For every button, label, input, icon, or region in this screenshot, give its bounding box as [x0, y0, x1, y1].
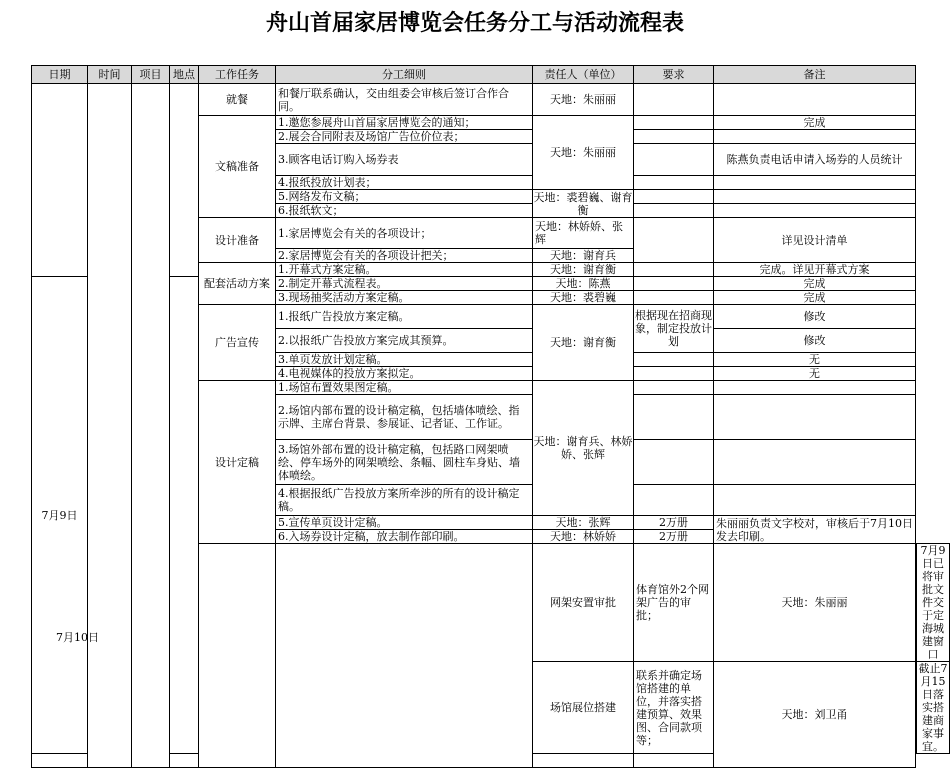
date-cell: 7月9日: [32, 277, 88, 754]
note-cell: [634, 754, 714, 768]
detail-cell: [170, 754, 199, 768]
requirement-cell: [634, 291, 714, 305]
note-cell: 完成: [714, 291, 916, 305]
note-cell: 无: [714, 353, 916, 367]
requirement-cell: [634, 395, 714, 440]
note-cell: [714, 176, 916, 190]
detail-cell: 1.报纸广告投放方案定稿。: [276, 305, 533, 329]
requirement-cell: [634, 84, 714, 116]
detail-cell: 3.顾客电话订购入场券表: [276, 144, 533, 176]
detail-cell: 3.现场抽奖活动方案定稿。: [276, 291, 533, 305]
person-cell: 天地：林娇娇: [533, 530, 634, 544]
task-cell: 就餐: [199, 84, 276, 116]
person-cell: 天地：朱丽丽: [533, 84, 634, 116]
task-cell: 配套活动方案: [199, 263, 276, 305]
person-cell: 天地：谢育兵、林娇娇、张辉: [533, 381, 634, 516]
detail-cell: 1.开幕式方案定稿。: [276, 263, 533, 277]
header-location: 地点: [170, 66, 199, 84]
table-row: [32, 277, 950, 291]
detail-cell: 体育馆外2个网架广告的审批；: [634, 544, 714, 662]
header-date: 日期: [32, 66, 88, 84]
detail-cell: 2.制定开幕式流程表。: [276, 277, 533, 291]
requirement-cell: 2万册: [634, 516, 714, 530]
date-label-jul10: 7月10日: [56, 631, 99, 644]
requirement-cell: [634, 353, 714, 367]
person-cell: 天地：朱丽丽: [714, 544, 916, 662]
detail-cell: 2.展会合同附表及场馆广告位价位表；: [276, 130, 533, 144]
person-cell: 天地：朱丽丽: [533, 116, 634, 190]
detail-cell: 5.宣传单页设计定稿。: [276, 516, 533, 530]
note-cell: 修改: [714, 305, 916, 329]
time-column-cell: [88, 84, 132, 768]
person-cell: 天地：裘碧巍: [533, 291, 634, 305]
requirement-cell: [634, 144, 714, 176]
requirement-cell: [634, 176, 714, 190]
note-cell: [714, 440, 916, 485]
detail-cell: 和餐厅联系确认，交由组委会审核后签订合作合同。: [276, 84, 533, 116]
task-cell: 设计准备: [199, 218, 276, 263]
note-cell: 完成。详见开幕式方案: [714, 263, 916, 277]
note-cell: [714, 204, 916, 218]
note-cell: [714, 130, 916, 144]
note-cell: 完成: [714, 116, 916, 130]
header-task: 工作任务: [199, 66, 276, 84]
requirement-cell: [533, 754, 634, 768]
note-cell: 详见设计清单: [714, 218, 916, 263]
requirement-cell: [634, 190, 714, 204]
detail-cell: 1.家居博览会有关的各项设计；: [276, 218, 533, 249]
note-cell: [714, 381, 916, 395]
person-cell: 天地：林娇娇、张辉: [533, 218, 634, 249]
detail-cell: 6.入场券设计定稿，放去制作部印刷。: [276, 530, 533, 544]
header-row: [32, 66, 950, 84]
person-cell: 天地：张辉: [533, 516, 634, 530]
task-cell: 广告宣传: [199, 305, 276, 381]
task-cell: 网架安置审批: [533, 544, 634, 662]
requirement-cell: [634, 485, 714, 516]
note-cell: 完成: [714, 277, 916, 291]
requirement-cell: [634, 130, 714, 144]
header-item: 项目: [132, 66, 170, 84]
person-cell: 天地：谢育衡: [533, 263, 634, 277]
detail-cell: 4.报纸投放计划表；: [276, 176, 533, 190]
detail-cell: 联系并确定场馆搭建的单位，并落实搭建预算、效果图、合同款项等；: [634, 662, 714, 754]
header-person: 责任人（单位）: [533, 66, 634, 84]
note-cell: 朱丽丽负责文字校对，审核后于7月10日发去印刷。: [714, 516, 916, 544]
person-cell: 天地：陈燕: [533, 277, 634, 291]
requirement-cell: [634, 367, 714, 381]
detail-cell: 3.单页发放计划定稿。: [276, 353, 533, 367]
task-cell: 文稿准备: [199, 116, 276, 218]
note-cell: 截止7月15日落实搭建商家事宜。: [918, 662, 948, 753]
detail-cell: 1.场馆布置效果图定稿。: [276, 381, 533, 395]
note-cell: 7月9日已将审批文件交于定海城建窗口: [917, 544, 950, 662]
person-cell: 天地：谢育衡: [533, 305, 634, 381]
detail-cell: 1.邀您参展舟山首届家居博览会的通知；: [276, 116, 533, 130]
task-schedule-table: [31, 65, 950, 768]
requirement-cell: [634, 277, 714, 291]
location-cell: [170, 84, 199, 277]
location-cell: [276, 544, 533, 768]
page-title: 舟山首届家居博览会任务分工与活动流程表: [265, 11, 684, 36]
detail-cell: 4.根据报纸广告投放方案所牵涉的所有的设计稿定稿。: [276, 485, 533, 516]
note-cell: [714, 485, 916, 516]
person-cell: 天地：裘碧巍、谢育衡: [533, 190, 633, 217]
header-requirement: 要求: [634, 66, 714, 84]
requirement-cell: [634, 116, 714, 130]
item-column-cell: [132, 84, 170, 768]
task-cell: [32, 754, 88, 768]
detail-cell: 4.电视媒体的投放方案拟定。: [276, 367, 533, 381]
note-cell: [714, 395, 916, 440]
detail-cell: 5.网络发布文稿；: [276, 190, 533, 204]
task-cell: 设计定稿: [199, 381, 276, 544]
requirement-cell: 2万册: [634, 530, 714, 544]
table-row: [32, 84, 950, 116]
requirement-cell: 根据现在招商现象，制定投放计划: [634, 305, 714, 353]
requirement-cell: [634, 263, 714, 277]
note-cell: 修改: [714, 329, 916, 353]
detail-cell: 2.以报纸广告投放方案完成其预算。: [276, 329, 533, 353]
detail-cell: 6.报纸软文；: [276, 204, 533, 218]
requirement-cell: [634, 218, 714, 263]
note-cell: 陈燕负责电话申请入场券的人员统计: [714, 144, 916, 176]
header-time: 时间: [88, 66, 132, 84]
requirement-cell: [634, 440, 714, 485]
person-cell: 天地：谢育兵: [533, 249, 634, 263]
location-cell: [170, 277, 199, 754]
detail-cell: 3.场馆外部布置的设计稿定稿，包括路口网架喷绘、停车场外的网架喷绘、条幅、圆柱车身贴、墙体喷绘。: [276, 440, 533, 485]
header-notes: 备注: [714, 66, 916, 84]
requirement-cell: [634, 381, 714, 395]
header-details: 分工细则: [276, 66, 533, 84]
note-cell: [714, 190, 916, 204]
detail-cell: 2.家居博览会有关的各项设计把关；: [276, 249, 533, 263]
requirement-cell: [634, 204, 714, 218]
note-cell: 无: [714, 367, 916, 381]
person-cell: 天地：刘卫甬: [714, 662, 916, 768]
date-cell-empty: [199, 544, 276, 768]
date-cell-empty: [32, 84, 88, 277]
task-cell: 场馆展位搭建: [533, 662, 634, 754]
note-cell: [714, 84, 916, 116]
detail-cell: 2.场馆内部布置的设计稿定稿，包括墙体喷绘、指示牌、主席台背景、参展证、记者证、工作证。: [276, 395, 533, 440]
